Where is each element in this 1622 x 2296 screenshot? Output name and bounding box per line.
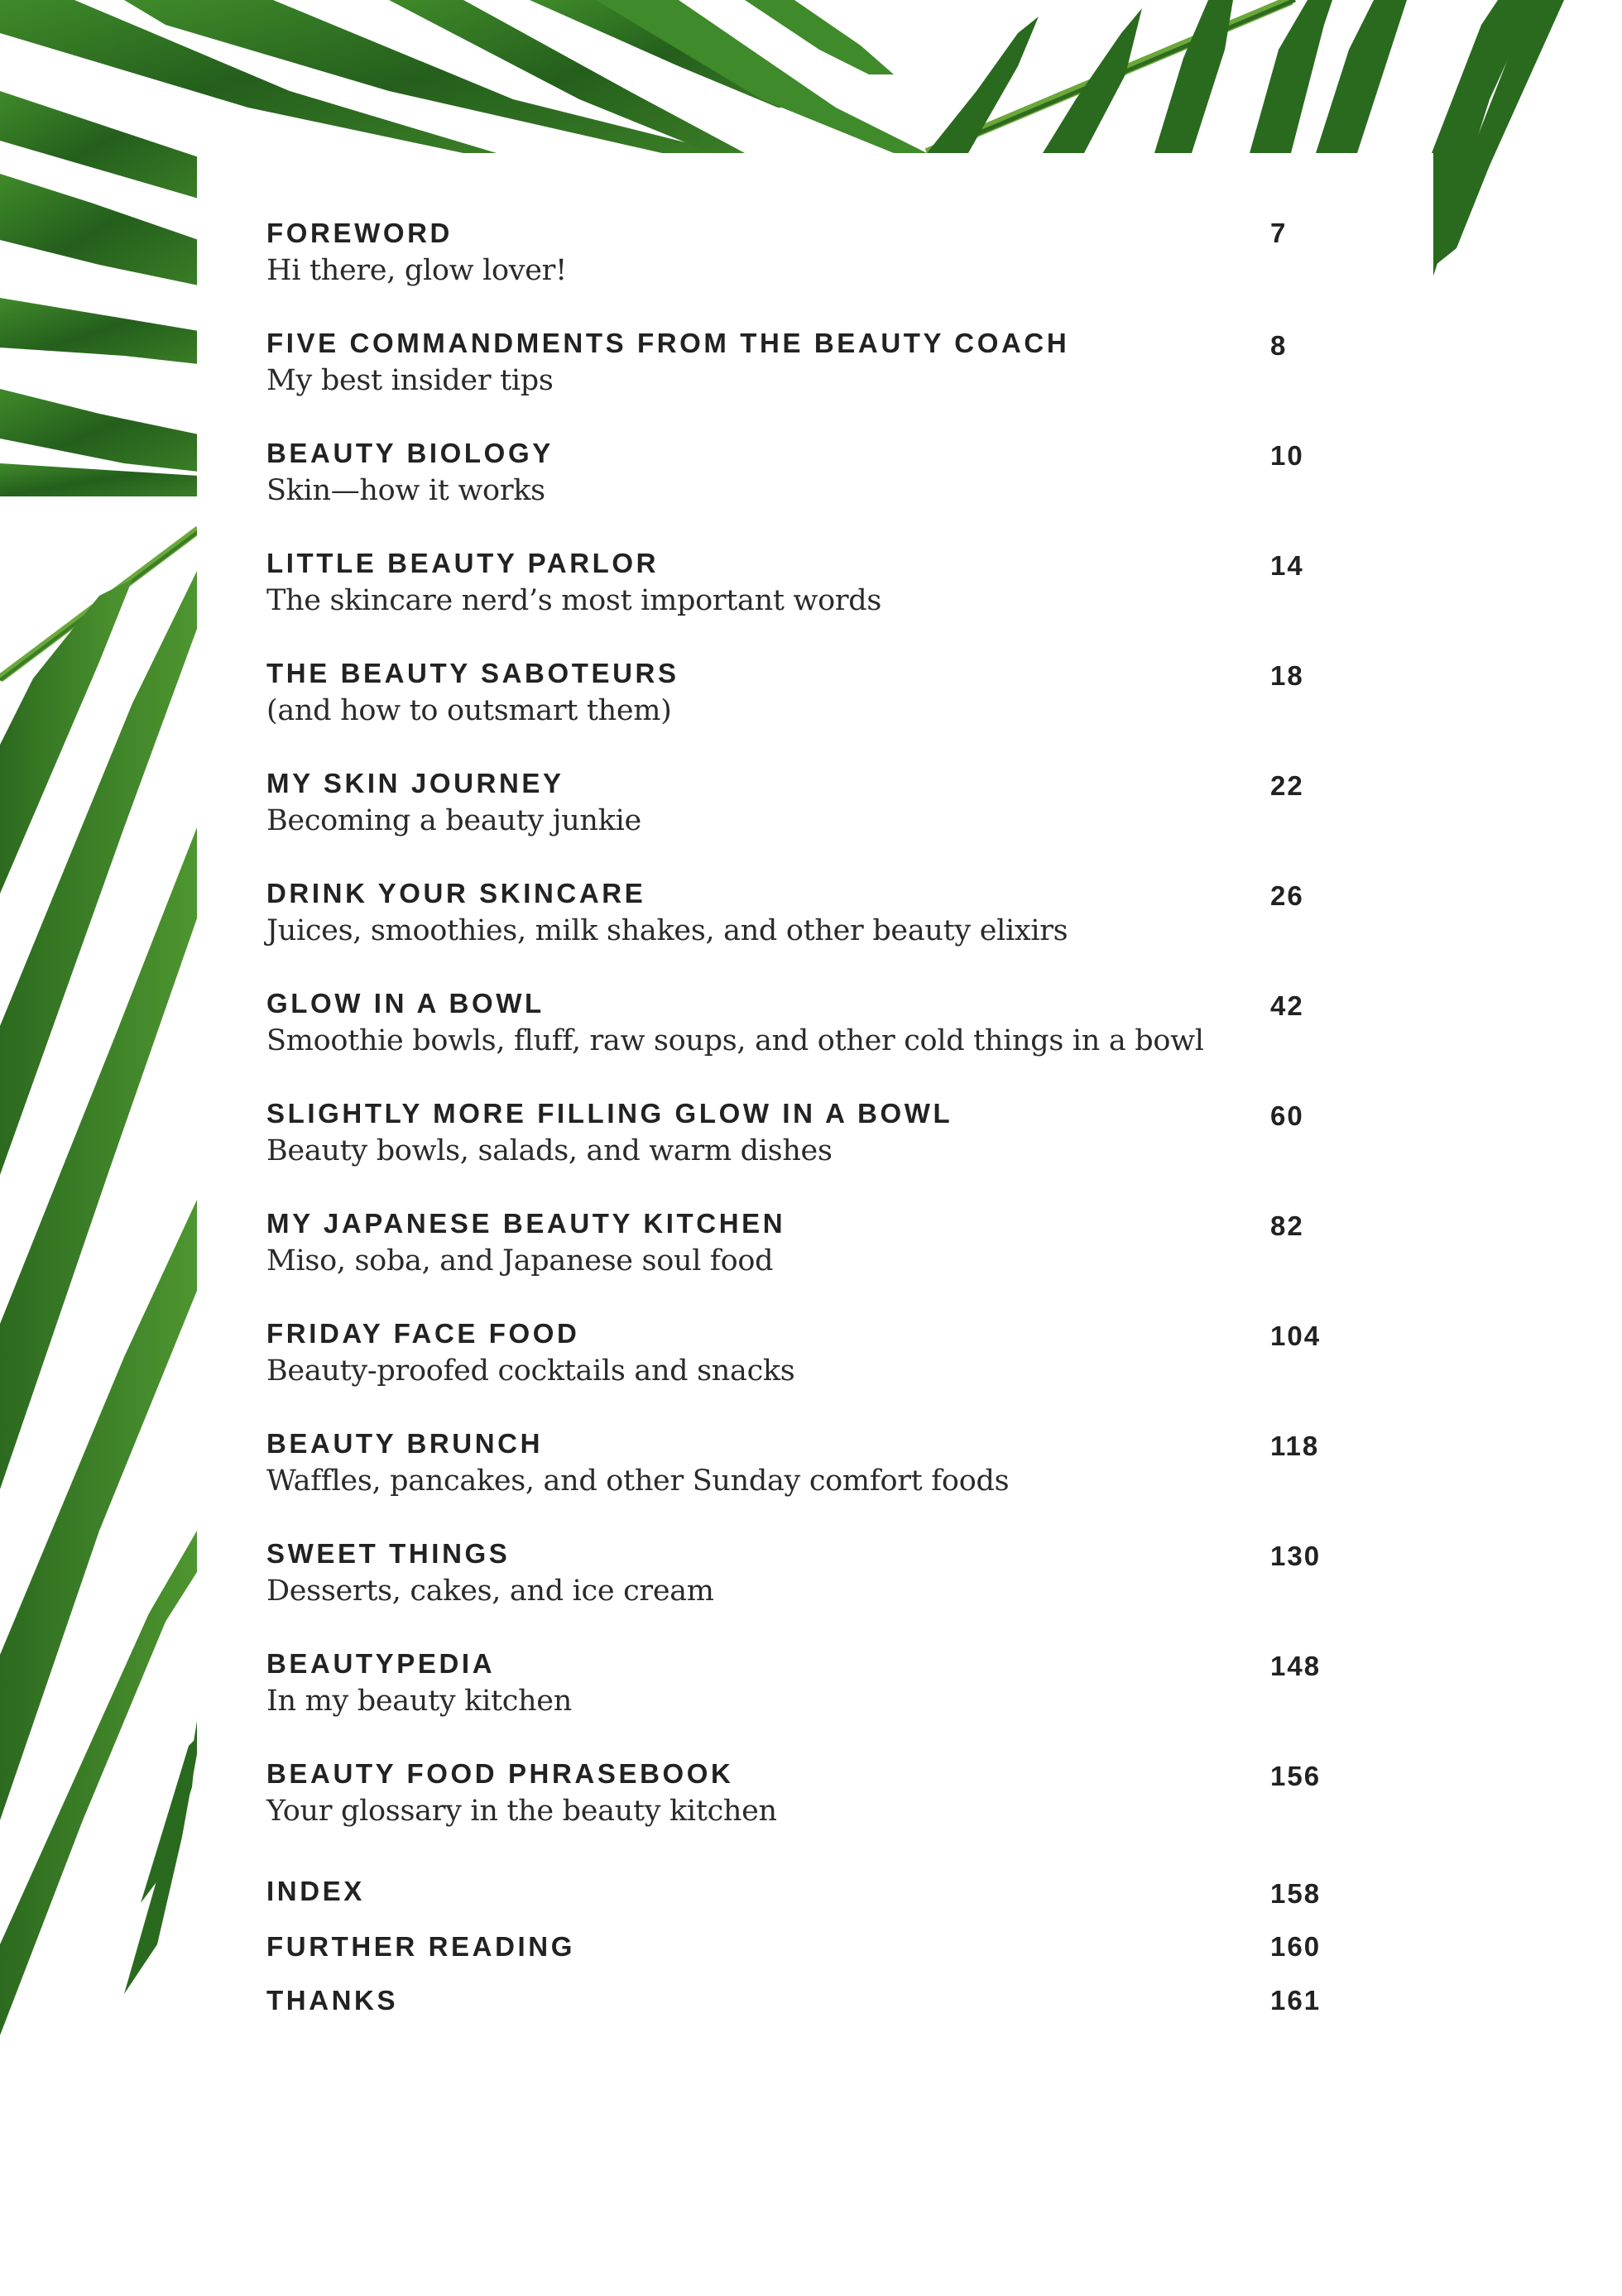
page-number: 130	[1270, 1541, 1322, 1571]
toc-entry-beauty-biology[interactable]	[266, 437, 1425, 511]
page-number: 7	[1270, 218, 1288, 248]
toc-entry-five-commandments[interactable]	[266, 327, 1425, 401]
toc-entry-beautypedia[interactable]	[266, 1647, 1425, 1722]
entry-subtitle: My best insider tips	[266, 364, 554, 397]
page-number: 8	[1270, 330, 1288, 361]
toc-entry-thanks[interactable]	[266, 1984, 1425, 2017]
entry-title: FRIDAY FACE FOOD	[266, 1318, 580, 1349]
table-of-contents	[197, 153, 1433, 2296]
entry-subtitle: Hi there, glow lover!	[266, 254, 567, 287]
toc-entry-drink-your-skincare[interactable]	[266, 877, 1425, 951]
page-number: 26	[1270, 880, 1304, 911]
entry-subtitle: Smoothie bowls, fluff, raw soups, and other cold things in a bowl	[266, 1024, 1204, 1057]
entry-title: FOREWORD	[266, 218, 453, 248]
toc-entry-further-reading[interactable]	[266, 1930, 1425, 1963]
entry-title: BEAUTY BRUNCH	[266, 1428, 544, 1459]
entry-subtitle: Skin—how it works	[266, 474, 545, 507]
toc-panel	[197, 153, 1433, 2296]
entry-title: GLOW IN A BOWL	[266, 988, 545, 1019]
toc-entry-beauty-saboteurs[interactable]	[266, 657, 1425, 731]
entry-title: BEAUTYPEDIA	[266, 1648, 496, 1679]
toc-entry-sweet-things[interactable]	[266, 1537, 1425, 1612]
entry-subtitle: Beauty-proofed cocktails and snacks	[266, 1354, 795, 1388]
toc-entry-little-beauty-parlor[interactable]	[266, 547, 1425, 621]
entry-subtitle: Juices, smoothies, milk shakes, and other beauty elixirs	[266, 914, 1068, 947]
entry-subtitle: Desserts, cakes, and ice cream	[266, 1575, 714, 1608]
page-number: 158	[1270, 1878, 1322, 1909]
page-number: 148	[1270, 1651, 1322, 1681]
entry-title: INDEX	[266, 1876, 365, 1906]
toc-entry-slightly-more-filling[interactable]	[266, 1097, 1425, 1172]
page-number: 10	[1270, 440, 1304, 471]
entry-subtitle: (and how to outsmart them)	[266, 694, 672, 727]
entry-title: FIVE COMMANDMENTS FROM THE BEAUTY COACH	[266, 328, 1070, 358]
toc-entry-beauty-brunch[interactable]	[266, 1427, 1425, 1502]
toc-entry-friday-face-food[interactable]	[266, 1317, 1425, 1392]
entry-subtitle: Your glossary in the beauty kitchen	[266, 1795, 777, 1828]
toc-entry-index[interactable]	[266, 1875, 1425, 1908]
page-number: 156	[1270, 1761, 1322, 1791]
toc-entry-glow-in-a-bowl[interactable]	[266, 987, 1425, 1062]
page-number: 161	[1270, 1985, 1322, 2016]
entry-title: BEAUTY FOOD PHRASEBOOK	[266, 1758, 734, 1789]
toc-entry-beauty-food-phrasebook[interactable]	[266, 1757, 1425, 1832]
entry-title: DRINK YOUR SKINCARE	[266, 878, 646, 908]
entry-subtitle: Beauty bowls, salads, and warm dishes	[266, 1134, 833, 1167]
entry-title: SWEET THINGS	[266, 1538, 511, 1569]
toc-entry-my-skin-journey[interactable]	[266, 767, 1425, 841]
page-number: 18	[1270, 660, 1304, 691]
page-number: 60	[1270, 1100, 1304, 1131]
page-number: 14	[1270, 550, 1304, 581]
page-number: 42	[1270, 990, 1304, 1021]
entry-subtitle: Waffles, pancakes, and other Sunday comfort foods	[266, 1464, 1010, 1498]
entry-title: BEAUTY BIOLOGY	[266, 438, 554, 468]
entry-title: FURTHER READING	[266, 1931, 575, 1962]
page-number: 82	[1270, 1210, 1304, 1241]
page-number: 22	[1270, 770, 1304, 801]
page-number: 104	[1270, 1321, 1322, 1351]
entry-subtitle: Becoming a beauty junkie	[266, 804, 641, 837]
toc-entry-foreword[interactable]	[266, 217, 1425, 291]
page-number: 160	[1270, 1931, 1322, 1962]
entry-title: SLIGHTLY MORE FILLING GLOW IN A BOWL	[266, 1098, 953, 1129]
entry-subtitle: Miso, soba, and Japanese soul food	[266, 1244, 774, 1277]
entry-subtitle: The skincare nerd’s most important words	[266, 584, 882, 617]
page-number: 118	[1270, 1431, 1320, 1461]
entry-title: LITTLE BEAUTY PARLOR	[266, 548, 660, 578]
entry-title: THE BEAUTY SABOTEURS	[266, 658, 679, 688]
entry-title: MY SKIN JOURNEY	[266, 768, 564, 798]
entry-title: MY JAPANESE BEAUTY KITCHEN	[266, 1208, 786, 1239]
entry-title: THANKS	[266, 1985, 399, 2016]
entry-subtitle: In my beauty kitchen	[266, 1685, 572, 1718]
toc-entry-japanese-beauty-kitchen[interactable]	[266, 1207, 1425, 1282]
